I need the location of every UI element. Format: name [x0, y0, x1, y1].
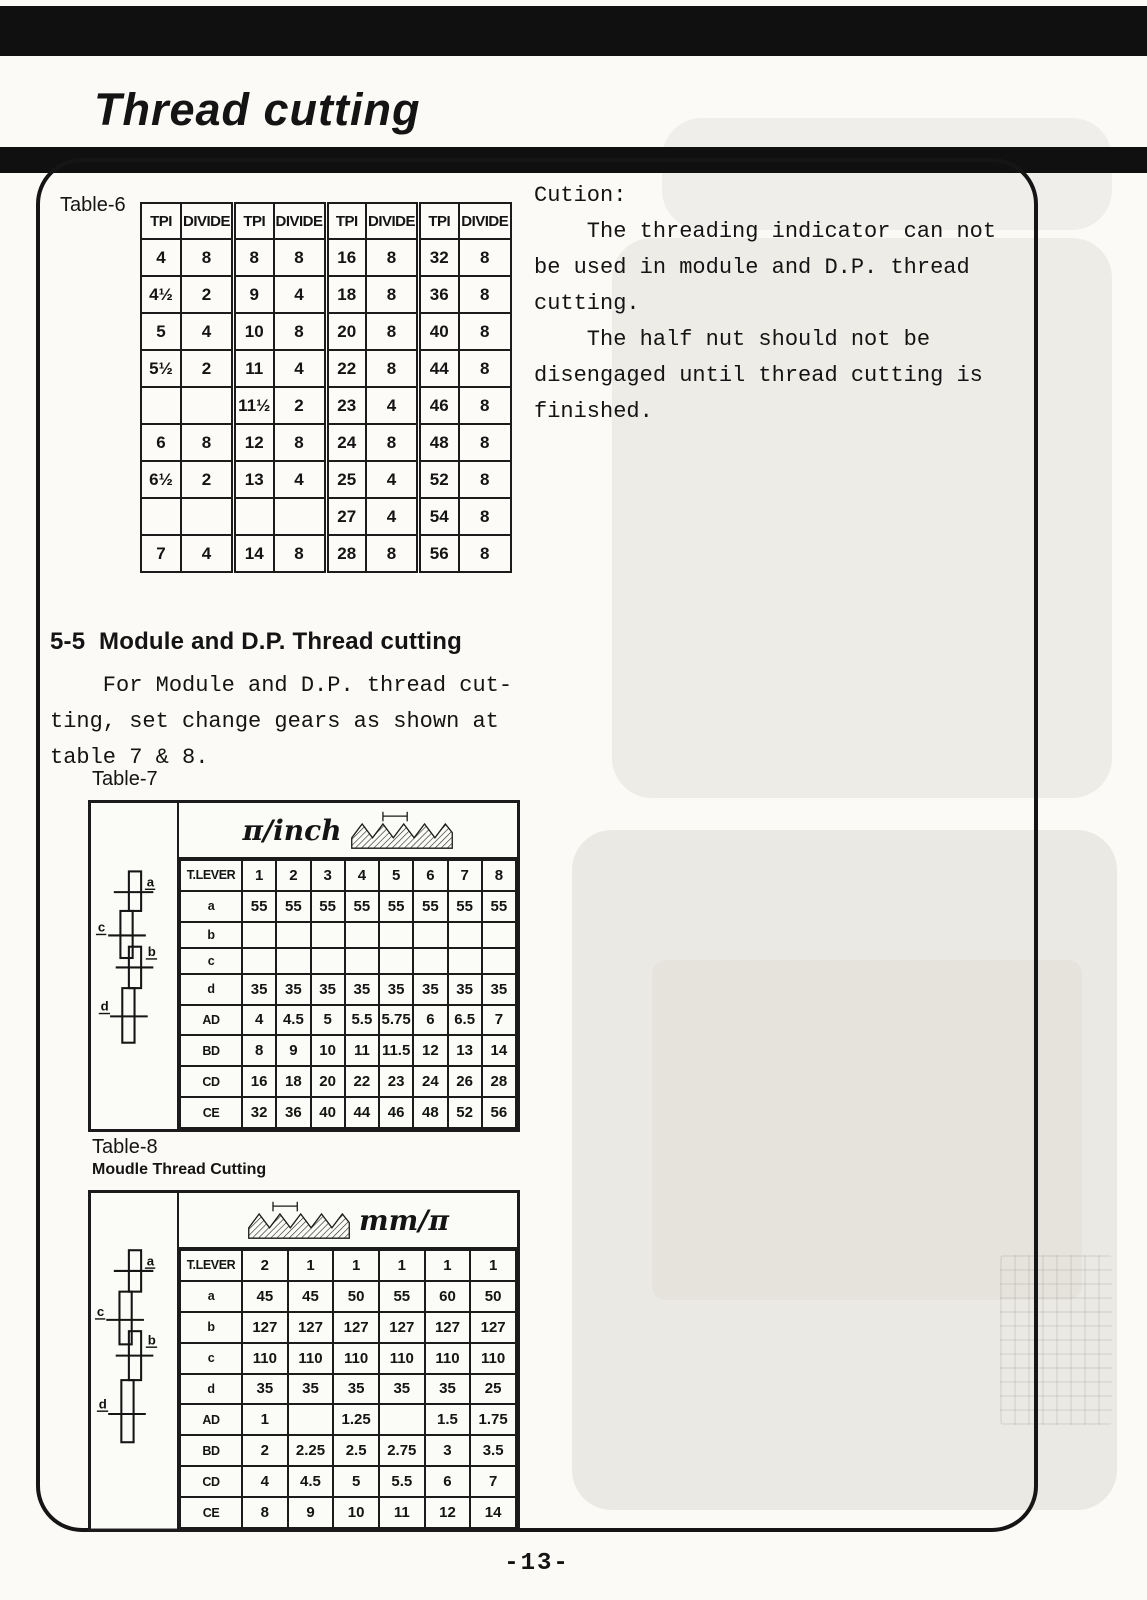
- table6-cell: 13: [234, 461, 274, 498]
- table6-cell: 7: [141, 535, 181, 572]
- table6-cell: 23: [326, 387, 366, 424]
- table8-cell: 2.75: [379, 1435, 425, 1466]
- table6-cell: 4: [274, 276, 327, 313]
- table7-cell: 5.5: [345, 1005, 379, 1036]
- table7-row-label: T.LEVER: [180, 860, 242, 891]
- table8: [179, 1249, 517, 1529]
- table7-row-label: BD: [180, 1035, 242, 1066]
- thread-profile-icon: [350, 810, 454, 850]
- table7-cell: 6: [413, 1005, 447, 1036]
- table6-cell: 8: [366, 239, 419, 276]
- table6-cell: 4: [181, 535, 234, 572]
- table7-cell: 10: [311, 1035, 345, 1066]
- table6-cell: 8: [181, 424, 234, 461]
- svg-text:d: d: [100, 998, 109, 1014]
- table7-cell: 8: [242, 1035, 276, 1066]
- table8-cell: 45: [242, 1281, 288, 1312]
- table8-cell: 3: [425, 1435, 471, 1466]
- table6-cell: 20: [326, 313, 366, 350]
- table8-row-label: CD: [180, 1466, 242, 1497]
- table6-cell: 40: [419, 313, 459, 350]
- table7-area: [177, 803, 517, 1129]
- table7-cell: 55: [242, 891, 276, 922]
- svg-text:b: b: [147, 1332, 156, 1348]
- page-number: -13-: [504, 1550, 570, 1577]
- table6-cell: 6½: [141, 461, 181, 498]
- table7-cell: 5: [311, 1005, 345, 1036]
- table8-cell: 55: [379, 1281, 425, 1312]
- table7-cell: 14: [482, 1035, 516, 1066]
- table6-cell: [181, 387, 234, 424]
- table6-cell: 5½: [141, 350, 181, 387]
- table8-row-label: BD: [180, 1435, 242, 1466]
- table7-cell: 24: [413, 1066, 447, 1097]
- table7-cell: 11: [345, 1035, 379, 1066]
- thread-profile-icon: [247, 1200, 351, 1240]
- table7-cell: 35: [276, 974, 310, 1005]
- table6-cell: 56: [419, 535, 459, 572]
- svg-text:b: b: [147, 944, 156, 960]
- table8-cell: 8: [242, 1497, 288, 1528]
- table8-cell: 127: [425, 1312, 471, 1343]
- table8-cell: 127: [379, 1312, 425, 1343]
- table6-cell: 8: [274, 424, 327, 461]
- caution-heading: Cution:: [534, 183, 627, 208]
- table6-cell: [181, 498, 234, 535]
- table7-cell: [311, 948, 345, 974]
- table7-cell: 26: [448, 1066, 482, 1097]
- table7-cell: [276, 948, 310, 974]
- table8-cell: 110: [242, 1343, 288, 1374]
- table8-cell: 10: [333, 1497, 379, 1528]
- table7-cell: 46: [379, 1097, 413, 1128]
- table7-cell: 55: [448, 891, 482, 922]
- table8-cell: 127: [470, 1312, 516, 1343]
- table7-cell: 35: [448, 974, 482, 1005]
- table8-cell: 2.25: [288, 1435, 334, 1466]
- table8-cell: 5.5: [379, 1466, 425, 1497]
- table7-row-label: b: [180, 922, 242, 948]
- caution-paragraph-1: [534, 214, 1036, 322]
- table7-cell: [242, 922, 276, 948]
- table6-cell: 14: [234, 535, 274, 572]
- table7-cell: 44: [345, 1097, 379, 1128]
- table7-cell: 4: [345, 860, 379, 891]
- table8-cell: 2: [242, 1435, 288, 1466]
- table6-cell: 22: [326, 350, 366, 387]
- table7-cell: [448, 948, 482, 974]
- table6-cell: 8: [459, 535, 512, 572]
- table6-cell: 8: [366, 276, 419, 313]
- table8-cell: 35: [242, 1374, 288, 1405]
- table7-row-label: a: [180, 891, 242, 922]
- table6-cell: 48: [419, 424, 459, 461]
- table7-cell: 55: [482, 891, 516, 922]
- text-line: The threading indicator can not: [534, 219, 997, 244]
- table7-cell: [482, 948, 516, 974]
- table6-cell: 52: [419, 461, 459, 498]
- table7-cell: 6: [413, 860, 447, 891]
- table8-frame: [88, 1190, 520, 1532]
- table6-cell: 18: [326, 276, 366, 313]
- top-rule-bar: [0, 6, 1147, 56]
- table7-cell: 40: [311, 1097, 345, 1128]
- table6-cell: 2: [181, 350, 234, 387]
- table7-cell: [242, 948, 276, 974]
- table7-cell: [311, 922, 345, 948]
- table8-cell: 25: [470, 1374, 516, 1405]
- table8-cell: 6: [425, 1466, 471, 1497]
- text-line: be used in module and D.P. thread: [534, 255, 970, 280]
- table6-cell: 2: [274, 387, 327, 424]
- caution-paragraph-2: [534, 322, 1036, 430]
- table7-frame: [88, 800, 520, 1132]
- table7-cell: 4: [242, 1005, 276, 1036]
- table6-header-cell: TPI: [419, 203, 459, 239]
- table7-cell: 35: [242, 974, 276, 1005]
- table7-cell: 18: [276, 1066, 310, 1097]
- table7-cell: 52: [448, 1097, 482, 1128]
- table8-cell: 60: [425, 1281, 471, 1312]
- table6-cell: 4: [366, 387, 419, 424]
- table6-cell: [141, 498, 181, 535]
- table6-cell: 4: [366, 498, 419, 535]
- table8-cell: 127: [333, 1312, 379, 1343]
- table7-row-label: CD: [180, 1066, 242, 1097]
- table7-cell: 4.5: [276, 1005, 310, 1036]
- table6-cell: 8: [459, 387, 512, 424]
- table6-cell: 8: [459, 424, 512, 461]
- table7-cell: 7: [482, 1005, 516, 1036]
- svg-text:c: c: [96, 1304, 105, 1320]
- table8-cell: 110: [333, 1343, 379, 1374]
- table7-cell: 22: [345, 1066, 379, 1097]
- table6-cell: 8: [366, 424, 419, 461]
- table7-cell: 48: [413, 1097, 447, 1128]
- table6-cell: 2: [181, 461, 234, 498]
- table8-cell: 2: [242, 1250, 288, 1281]
- table7-cell: [482, 922, 516, 948]
- gear-train-diagram: [95, 1229, 175, 1503]
- table7-cell: 35: [311, 974, 345, 1005]
- svg-text:d: d: [98, 1396, 107, 1412]
- table6-cell: 5: [141, 313, 181, 350]
- table6-header-cell: TPI: [234, 203, 274, 239]
- table7-grid-wrap: [179, 859, 517, 1129]
- table8-cell: 35: [425, 1374, 471, 1405]
- table7-cell: 35: [379, 974, 413, 1005]
- table8-cell: 1.5: [425, 1404, 471, 1435]
- table8-cell: 45: [288, 1281, 334, 1312]
- table8-cell: 3.5: [470, 1435, 516, 1466]
- table7-cell: 55: [311, 891, 345, 922]
- table8-row-label: c: [180, 1343, 242, 1374]
- table7-cell: 55: [413, 891, 447, 922]
- table7-cell: 35: [345, 974, 379, 1005]
- gear-train-diagram: [95, 849, 175, 1099]
- table7-cell: 32: [242, 1097, 276, 1128]
- table8-cell: 14: [470, 1497, 516, 1528]
- table7-cell: 11.5: [379, 1035, 413, 1066]
- table8-cell: 2.5: [333, 1435, 379, 1466]
- table6-cell: 27: [326, 498, 366, 535]
- table8-cell: 4.5: [288, 1466, 334, 1497]
- table8-unit-header: [179, 1193, 517, 1249]
- table8-cell: 5: [333, 1466, 379, 1497]
- table7-cell: 20: [311, 1066, 345, 1097]
- table6-cell: 8: [181, 239, 234, 276]
- table7-cell: 16: [242, 1066, 276, 1097]
- table8-cell: 1: [470, 1250, 516, 1281]
- table6: [140, 202, 512, 573]
- table6-header-cell: DIVIDE: [274, 203, 327, 239]
- table6-cell: 36: [419, 276, 459, 313]
- table8-cell: 1: [288, 1250, 334, 1281]
- table6-cell: 8: [459, 461, 512, 498]
- table6-cell: 11½: [234, 387, 274, 424]
- table7-cell: 36: [276, 1097, 310, 1128]
- table6-cell: 54: [419, 498, 459, 535]
- table6-cell: 8: [459, 313, 512, 350]
- table7-cell: 13: [448, 1035, 482, 1066]
- table6-cell: 8: [459, 350, 512, 387]
- table8-cell: 4: [242, 1466, 288, 1497]
- table8-cell: 110: [425, 1343, 471, 1374]
- table6-cell: 8: [366, 350, 419, 387]
- table8-row-label: d: [180, 1374, 242, 1405]
- table7-label: Table-7: [92, 768, 158, 790]
- table6-header-cell: DIVIDE: [459, 203, 512, 239]
- mm-per-pi-label: mm/π: [359, 1203, 449, 1237]
- table6-cell: 32: [419, 239, 459, 276]
- table7-cell: 5: [379, 860, 413, 891]
- table8-grid-wrap: [179, 1249, 517, 1529]
- table7-cell: [345, 922, 379, 948]
- table6-cell: 24: [326, 424, 366, 461]
- table7-cell: 8: [482, 860, 516, 891]
- table8-cell: 7: [470, 1466, 516, 1497]
- table6-cell: 4: [274, 461, 327, 498]
- text-line: cutting.: [534, 291, 640, 316]
- table8-row-label: T.LEVER: [180, 1250, 242, 1281]
- table7-cell: 7: [448, 860, 482, 891]
- table7-row-label: CE: [180, 1097, 242, 1128]
- table6-cell: 8: [366, 313, 419, 350]
- table6-cell: 12: [234, 424, 274, 461]
- text-line: table 7 & 8.: [50, 745, 209, 770]
- table6-cell: 4: [366, 461, 419, 498]
- table8-cell: 35: [288, 1374, 334, 1405]
- section-heading: 5-5 Module and D.P. Thread cutting: [50, 628, 462, 655]
- table7-cell: [413, 948, 447, 974]
- table8-label: Table-8: [92, 1136, 158, 1158]
- table8-cell: 1.75: [470, 1404, 516, 1435]
- table6-cell: 6: [141, 424, 181, 461]
- table8-cell: 110: [470, 1343, 516, 1374]
- table7-cell: [276, 922, 310, 948]
- table6-cell: 8: [234, 239, 274, 276]
- table6-cell: [234, 498, 274, 535]
- table7-cell: [345, 948, 379, 974]
- table6-cell: 25: [326, 461, 366, 498]
- table7-cell: 3: [311, 860, 345, 891]
- table8-cell: 50: [333, 1281, 379, 1312]
- table7-cell: 6.5: [448, 1005, 482, 1036]
- table6-cell: 8: [459, 276, 512, 313]
- svg-text:c: c: [97, 919, 106, 935]
- table8-area: [177, 1193, 517, 1529]
- table7-cell: 1: [242, 860, 276, 891]
- table6-cell: 9: [234, 276, 274, 313]
- table6-cell: 10: [234, 313, 274, 350]
- table7-cell: 55: [379, 891, 413, 922]
- table6-cell: 28: [326, 535, 366, 572]
- table8-row-label: AD: [180, 1404, 242, 1435]
- table8-cell: 127: [242, 1312, 288, 1343]
- table6-cell: 4½: [141, 276, 181, 313]
- table7-cell: 55: [276, 891, 310, 922]
- table6-cell: 8: [459, 239, 512, 276]
- table7-cell: [379, 922, 413, 948]
- table6-cell: 8: [366, 535, 419, 572]
- text-line: disengaged until thread cutting is: [534, 363, 983, 388]
- table7-cell: [379, 948, 413, 974]
- table6-cell: 2: [181, 276, 234, 313]
- table6-header-cell: TPI: [326, 203, 366, 239]
- table7-row-label: AD: [180, 1005, 242, 1036]
- table7-cell: 5.75: [379, 1005, 413, 1036]
- table8-cell: 1.25: [333, 1404, 379, 1435]
- table8-subtitle: Moudle Thread Cutting: [92, 1161, 267, 1178]
- table7-row-label: d: [180, 974, 242, 1005]
- table8-cell: 110: [288, 1343, 334, 1374]
- caution-block: [534, 178, 1036, 430]
- table6-cell: 11: [234, 350, 274, 387]
- table6-header-cell: DIVIDE: [181, 203, 234, 239]
- table8-cell: 35: [333, 1374, 379, 1405]
- table8-row-label: a: [180, 1281, 242, 1312]
- table6-header-cell: DIVIDE: [366, 203, 419, 239]
- table7-cell: 2: [276, 860, 310, 891]
- text-line: finished.: [534, 399, 653, 424]
- table7-cell: 12: [413, 1035, 447, 1066]
- table8-cell: 1: [425, 1250, 471, 1281]
- table6-cell: [141, 387, 181, 424]
- table8-cell: 1: [242, 1404, 288, 1435]
- table6-header-cell: TPI: [141, 203, 181, 239]
- table8-cell: [288, 1404, 334, 1435]
- table7-cell: 55: [345, 891, 379, 922]
- table8-cell: 35: [379, 1374, 425, 1405]
- table6-cell: 44: [419, 350, 459, 387]
- table6-cell: 4: [181, 313, 234, 350]
- section-body: [50, 668, 550, 776]
- table7-cell: 35: [413, 974, 447, 1005]
- table8-cell: 110: [379, 1343, 425, 1374]
- table6-cell: 4: [274, 350, 327, 387]
- table8-cell: 12: [425, 1497, 471, 1528]
- table8-cell: 127: [288, 1312, 334, 1343]
- table8-cell: 1: [333, 1250, 379, 1281]
- table8-cell: 9: [288, 1497, 334, 1528]
- table7-row-label: c: [180, 948, 242, 974]
- table6-cell: 16: [326, 239, 366, 276]
- table6-cell: 46: [419, 387, 459, 424]
- table7-unit-header: [179, 803, 517, 859]
- table6-label: Table-6: [60, 194, 126, 216]
- table6-cell: 8: [459, 498, 512, 535]
- table8-cell: 1: [379, 1250, 425, 1281]
- table8-row-label: b: [180, 1312, 242, 1343]
- table6-cell: 8: [274, 535, 327, 572]
- table8-cell: 50: [470, 1281, 516, 1312]
- table8-row-label: CE: [180, 1497, 242, 1528]
- table7: [179, 859, 517, 1129]
- table7-cell: 56: [482, 1097, 516, 1128]
- text-line: For Module and D.P. thread cut-: [50, 673, 513, 698]
- table8-cell: [379, 1404, 425, 1435]
- svg-text:a: a: [146, 1253, 155, 1269]
- table7-cell: [448, 922, 482, 948]
- table6-cell: 8: [274, 239, 327, 276]
- pi-per-inch-label: π/inch: [242, 813, 342, 847]
- table6-cell: 8: [274, 313, 327, 350]
- page-title: Thread cutting: [94, 84, 421, 135]
- table6-cell: [274, 498, 327, 535]
- table7-cell: 23: [379, 1066, 413, 1097]
- text-line: ting, set change gears as shown at: [50, 709, 499, 734]
- table7-cell: [413, 922, 447, 948]
- table7-cell: 35: [482, 974, 516, 1005]
- table7-cell: 28: [482, 1066, 516, 1097]
- svg-text:a: a: [146, 874, 155, 890]
- text-line: The half nut should not be: [534, 327, 931, 352]
- table8-cell: 11: [379, 1497, 425, 1528]
- table7-cell: 9: [276, 1035, 310, 1066]
- table6-cell: 4: [141, 239, 181, 276]
